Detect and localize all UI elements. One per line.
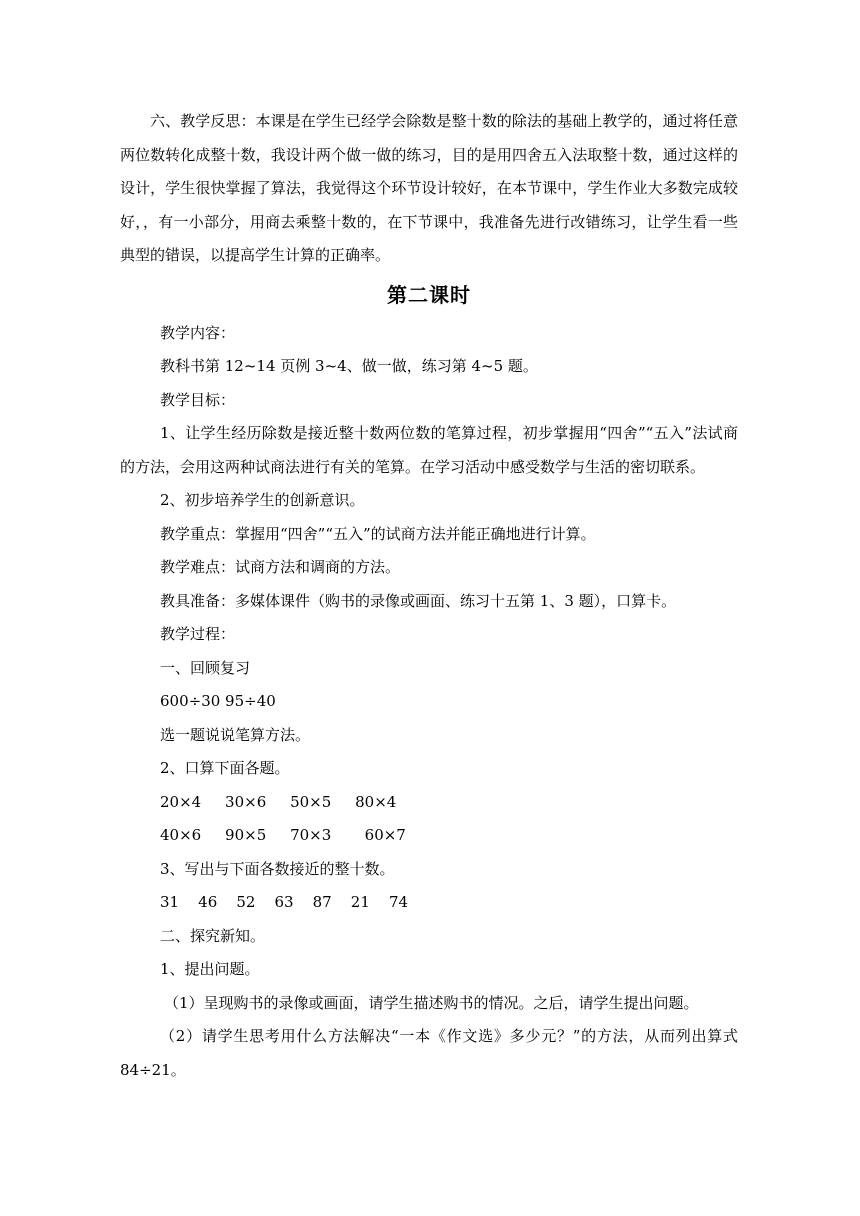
review-exercise: 600÷30 95÷40 (160, 692, 276, 710)
review-heading: 一、回顾复习 (160, 658, 251, 677)
page-content (120, 105, 738, 1087)
explore-step-1: 1、提出问题。 (160, 960, 260, 978)
difficulty-text: 教学难点：试商方法和调商的方法。 (160, 558, 401, 576)
goal-2-text: 2、初步培养学生的创新意识。 (160, 491, 365, 509)
oral-calc-row-1: 20×4 30×6 50×5 80×4 (160, 792, 397, 811)
content-label: 教学内容： (160, 323, 236, 342)
goal-1-paragraph: 1、让学生经历除数是接近整十数两位数的笔算过程，初步掌握用“四舍”“五入”法试商的方法，会用这两种试商法进行有关的笔算。在学习活动中感受数学与生活的密切联系。 (120, 424, 738, 476)
key-point-text: 教学重点：掌握用“四舍”“五入”的试商方法并能正确地进行计算。 (160, 524, 596, 543)
review-instruction: 选一题说说笔算方法。 (160, 725, 311, 744)
process-label: 教学过程： (160, 625, 236, 643)
goals-label: 教学目标： (160, 390, 236, 409)
content-text: 教科书第 12~14 页例 3~4、做一做，练习第 4~5 题。 (160, 357, 538, 375)
nearest-tens-heading: 3、写出与下面各数接近的整十数。 (160, 859, 395, 878)
explore-heading: 二、探究新知。 (160, 926, 266, 945)
teaching-aids-text: 教具准备：多媒体课件（购书的录像或画面、练习十五第 1、3 题），口算卡。 (160, 591, 677, 610)
explore-step-1a: （1）呈现购书的录像或画面，请学生描述购书的情况。之后，请学生提出问题。 (164, 993, 699, 1012)
oral-calc-row-2: 40×6 90×5 70×3 60×7 (160, 826, 406, 844)
explore-step-1b: （2）请学生思考用什么方法解决“一本《作文选》多少元？”的方法，从而列出算式 84÷21。 (120, 1027, 738, 1079)
teaching-reflection-paragraph: 六、教学反思：本课是在学生已经学会除数是整十数的除法的基础上教学的，通过将任意两位数转化成整十数，我设计两个做一做的练习，目的是用四舍五入法取整十数，通过这样的设计，学生很快掌握了算法，我觉得这个环节设计较好，在本节课中，学生作业大多数完成较好，，有一小部分，用商去乘整十数的，在下节课中，我准备先进行改错练习，让学生看一些典型的错误，以提高学生计算的正确率。 (120, 112, 738, 264)
nearest-tens-numbers: 31 46 52 63 87 21 74 (160, 893, 409, 911)
oral-calc-heading: 2、口算下面各题。 (160, 759, 290, 777)
section-title: 第二课时 (387, 282, 471, 307)
